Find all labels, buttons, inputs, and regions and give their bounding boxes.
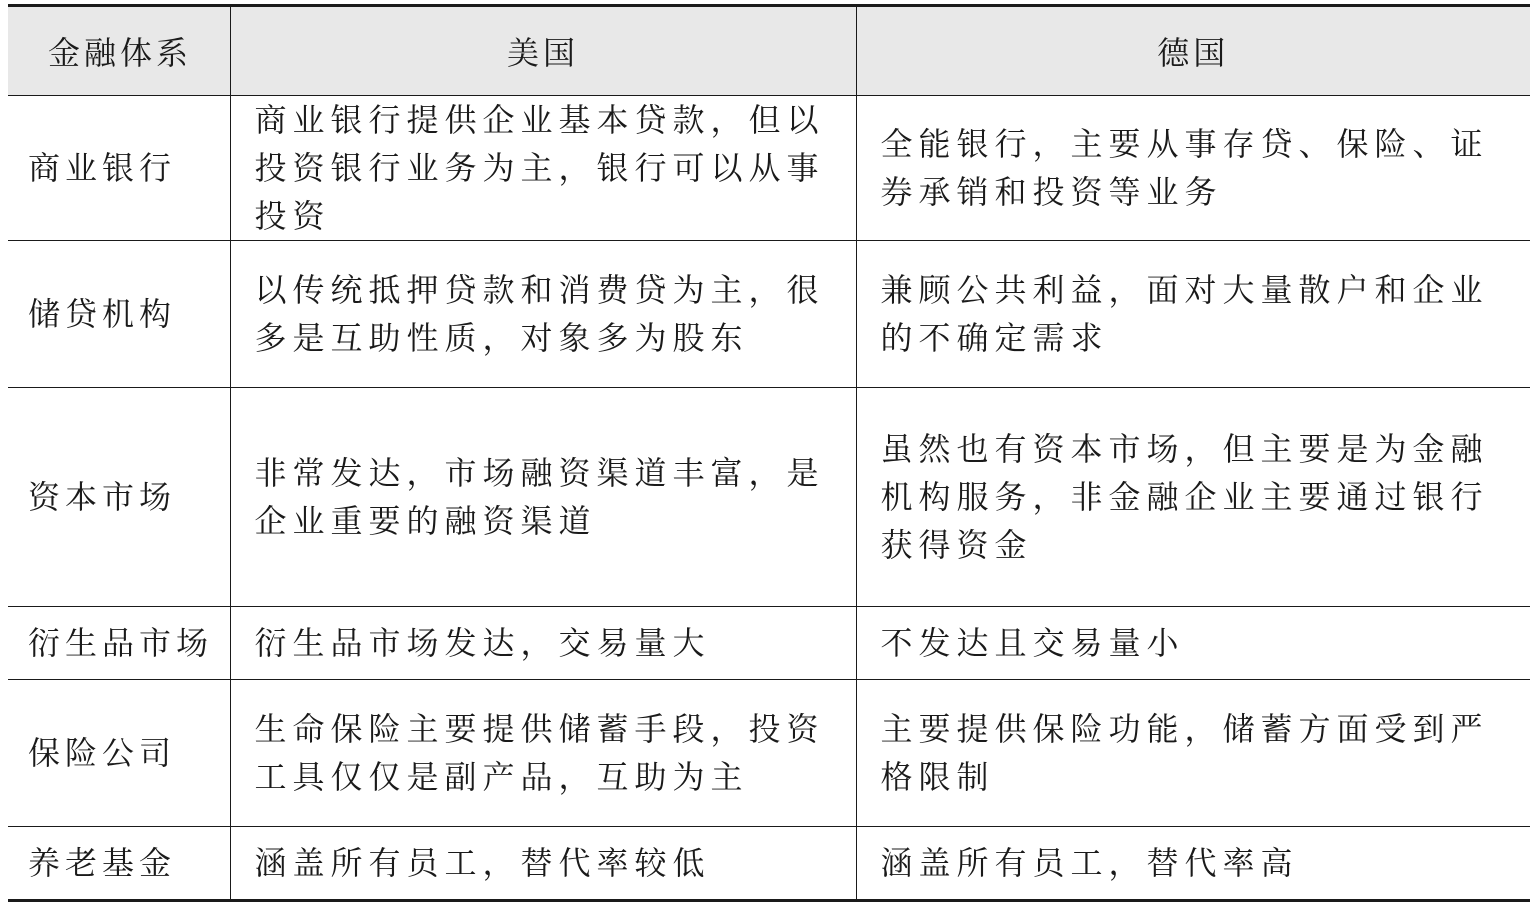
comparison-table-container xyxy=(8,4,1530,902)
table-row-pension-fund xyxy=(8,827,1530,901)
row-label: 储贷机构 xyxy=(8,241,230,388)
cell-usa: 涵盖所有员工，替代率较低 xyxy=(230,827,856,901)
cell-germany: 主要提供保险功能，储蓄方面受到严格限制 xyxy=(856,680,1530,827)
row-label: 保险公司 xyxy=(8,680,230,827)
table-row-capital-market xyxy=(8,388,1530,607)
table-header xyxy=(8,6,1530,96)
cell-usa: 非常发达，市场融资渠道丰富，是企业重要的融资渠道 xyxy=(230,388,856,607)
cell-usa: 衍生品市场发达，交易量大 xyxy=(230,607,856,680)
row-label: 资本市场 xyxy=(8,388,230,607)
header-financial-system: 金融体系 xyxy=(8,6,230,96)
cell-germany: 全能银行，主要从事存贷、保险、证券承销和投资等业务 xyxy=(856,96,1530,241)
header-row xyxy=(8,6,1530,96)
row-label: 商业银行 xyxy=(8,96,230,241)
cell-usa: 商业银行提供企业基本贷款，但以投资银行业务为主，银行可以从事投资 xyxy=(230,96,856,241)
row-label: 衍生品市场 xyxy=(8,607,230,680)
cell-germany: 虽然也有资本市场，但主要是为金融机构服务，非金融企业主要通过银行获得资金 xyxy=(856,388,1530,607)
cell-germany: 涵盖所有员工，替代率高 xyxy=(856,827,1530,901)
table-row-derivatives-market xyxy=(8,607,1530,680)
cell-germany: 不发达且交易量小 xyxy=(856,607,1530,680)
financial-system-comparison-table xyxy=(8,4,1530,902)
table-body xyxy=(8,96,1530,901)
header-usa: 美国 xyxy=(230,6,856,96)
cell-usa: 以传统抵押贷款和消费贷为主，很多是互助性质，对象多为股东 xyxy=(230,241,856,388)
header-germany: 德国 xyxy=(856,6,1530,96)
table-row-savings-loan xyxy=(8,241,1530,388)
table-row-insurance-company xyxy=(8,680,1530,827)
row-label: 养老基金 xyxy=(8,827,230,901)
cell-germany: 兼顾公共利益，面对大量散户和企业的不确定需求 xyxy=(856,241,1530,388)
table-row-commercial-bank xyxy=(8,96,1530,241)
cell-usa: 生命保险主要提供储蓄手段，投资工具仅仅是副产品，互助为主 xyxy=(230,680,856,827)
